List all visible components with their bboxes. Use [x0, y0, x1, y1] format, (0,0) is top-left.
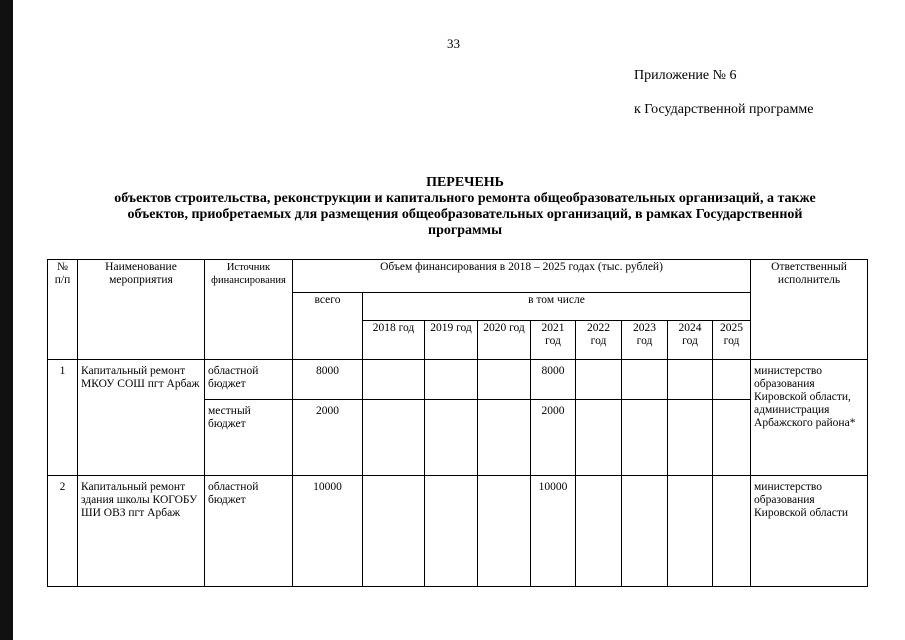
header-year-2023: 2023 год [622, 321, 668, 359]
title-line-1: объектов строительства, реконструкции и капитального ремонта общеобразовательных организаций, а также [114, 191, 816, 206]
row-year-2020 [478, 476, 531, 587]
row-source: областной бюджет [205, 359, 293, 399]
row-source: местный бюджет [205, 399, 293, 475]
row-year-2025 [713, 399, 751, 475]
row-year-2020 [478, 359, 531, 399]
row-source: областной бюджет [205, 476, 293, 587]
row-year-2020 [478, 399, 531, 475]
table-row [48, 476, 868, 587]
row-year-2018 [363, 359, 425, 399]
row-name: Капитальный ремонт МКОУ СОШ пгт Арбаж [78, 359, 205, 476]
header-no: № п/п [48, 260, 78, 360]
row-year-2022 [576, 476, 622, 587]
header-year-2022: 2022 год [576, 321, 622, 359]
row-number: 1 [48, 359, 78, 476]
header-funding: Объем финансирования в 2018 – 2025 годах (тыс. рублей) [293, 260, 751, 293]
row-number: 2 [48, 476, 78, 587]
header-source: Источник финансирования [205, 260, 293, 360]
row-year-2018 [363, 476, 425, 587]
header-year-2020: 2020 год [478, 321, 531, 359]
title-line-3: программы [428, 223, 502, 238]
row-year-2019 [425, 399, 478, 475]
header-year-2025: 2025 год [713, 321, 751, 359]
header-year-2021: 2021 год [531, 321, 576, 359]
row-year-2023 [622, 399, 668, 475]
row-year-2023 [622, 359, 668, 399]
header-responsible: Ответственный исполнитель [751, 260, 868, 360]
header-year-2018: 2018 год [363, 321, 425, 359]
row-year-2021: 2000 [531, 399, 576, 475]
row-responsible: министерство образования Кировской области [751, 476, 868, 587]
row-year-2024 [668, 476, 713, 587]
row-total: 8000 [293, 359, 363, 399]
title-line-2: объектов, приобретаемых для размещения общеобразовательных организаций, в рамках Государственной [127, 207, 803, 222]
header-year-2019: 2019 год [425, 321, 478, 359]
row-year-2024 [668, 399, 713, 475]
row-total: 2000 [293, 399, 363, 475]
row-year-2024 [668, 359, 713, 399]
row-responsible: министерство образования Кировской области, администрация Арбажского района* [751, 359, 868, 476]
scan-edge-bar [0, 0, 13, 640]
header-year-2024: 2024 год [668, 321, 713, 359]
row-year-2023 [622, 476, 668, 587]
header-total: всего [293, 293, 363, 359]
row-year-2022 [576, 399, 622, 475]
row-year-2025 [713, 476, 751, 587]
header-including: в том числе [363, 293, 751, 321]
row-year-2021: 8000 [531, 359, 576, 399]
title-heading: ПЕРЕЧЕНЬ [426, 175, 504, 190]
row-total: 10000 [293, 476, 363, 587]
row-year-2022 [576, 359, 622, 399]
row-year-2019 [425, 476, 478, 587]
row-year-2018 [363, 399, 425, 475]
document-title [60, 175, 870, 239]
appendix-label: Приложение № 6 [634, 68, 737, 83]
program-reference: к Государственной программе [634, 102, 814, 117]
funding-table [47, 259, 868, 587]
row-name: Капитальный ремонт здания школы КОГОБУ ШИ ОВЗ пгт Арбаж [78, 476, 205, 587]
row-year-2019 [425, 359, 478, 399]
page-number: 33 [447, 36, 460, 51]
row-year-2025 [713, 359, 751, 399]
header-name: Наименование мероприятия [78, 260, 205, 360]
row-year-2021: 10000 [531, 476, 576, 587]
table-row [48, 359, 868, 399]
